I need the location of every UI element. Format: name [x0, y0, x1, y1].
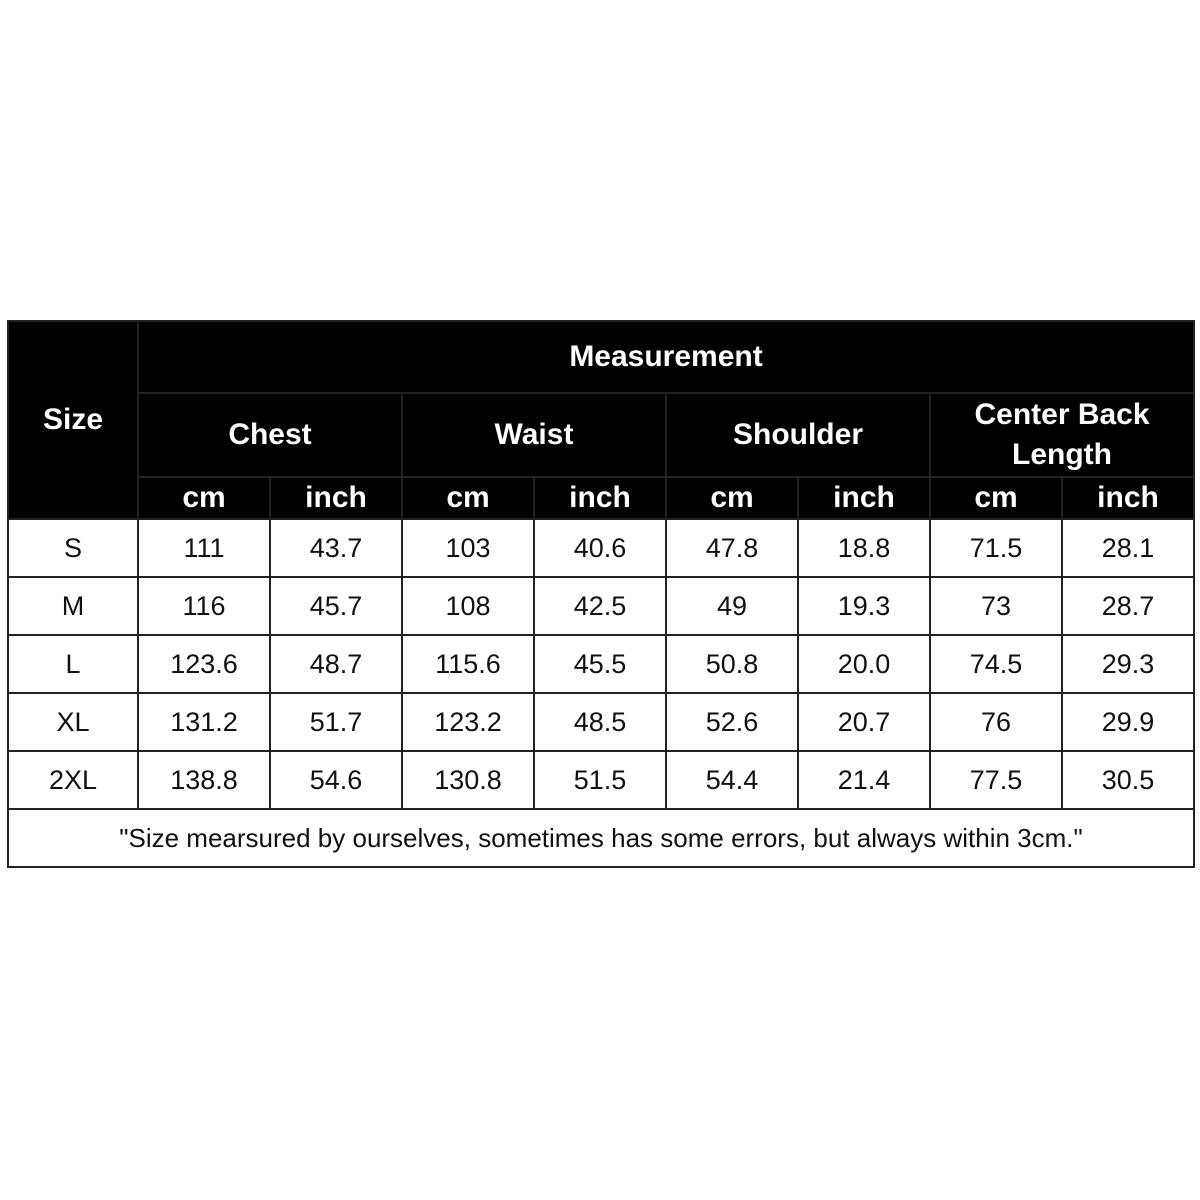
unit-header: inch — [1062, 477, 1194, 519]
value-cell: 29.9 — [1062, 693, 1194, 751]
value-cell: 40.6 — [534, 519, 666, 577]
chest-header: Chest — [138, 393, 402, 477]
value-cell: 54.6 — [270, 751, 402, 809]
value-cell: 130.8 — [402, 751, 534, 809]
size-cell: L — [8, 635, 138, 693]
value-cell: 45.5 — [534, 635, 666, 693]
value-cell: 21.4 — [798, 751, 930, 809]
value-cell: 28.1 — [1062, 519, 1194, 577]
value-cell: 54.4 — [666, 751, 798, 809]
table-row — [8, 693, 1194, 751]
size-note: "Size mearsured by ourselves, sometimes has some errors, but always within 3cm." — [8, 809, 1194, 867]
measurement-header: Measurement — [138, 321, 1194, 393]
value-cell: 18.8 — [798, 519, 930, 577]
value-cell: 51.5 — [534, 751, 666, 809]
size-cell: 2XL — [8, 751, 138, 809]
value-cell: 71.5 — [930, 519, 1062, 577]
table-row — [8, 635, 1194, 693]
value-cell: 108 — [402, 577, 534, 635]
shoulder-header: Shoulder — [666, 393, 930, 477]
size-cell: XL — [8, 693, 138, 751]
value-cell: 30.5 — [1062, 751, 1194, 809]
size-chart-table — [7, 320, 1195, 868]
unit-header: cm — [930, 477, 1062, 519]
value-cell: 20.7 — [798, 693, 930, 751]
value-cell: 76 — [930, 693, 1062, 751]
value-cell: 116 — [138, 577, 270, 635]
value-cell: 28.7 — [1062, 577, 1194, 635]
value-cell: 50.8 — [666, 635, 798, 693]
value-cell: 52.6 — [666, 693, 798, 751]
value-cell: 19.3 — [798, 577, 930, 635]
value-cell: 103 — [402, 519, 534, 577]
value-cell: 42.5 — [534, 577, 666, 635]
value-cell: 111 — [138, 519, 270, 577]
center-back-length-header: Center Back Length — [930, 393, 1194, 477]
unit-header: cm — [138, 477, 270, 519]
value-cell: 20.0 — [798, 635, 930, 693]
unit-header: inch — [798, 477, 930, 519]
value-cell: 48.7 — [270, 635, 402, 693]
value-cell: 115.6 — [402, 635, 534, 693]
value-cell: 131.2 — [138, 693, 270, 751]
value-cell: 123.2 — [402, 693, 534, 751]
value-cell: 51.7 — [270, 693, 402, 751]
value-cell: 43.7 — [270, 519, 402, 577]
value-cell: 48.5 — [534, 693, 666, 751]
note-row — [8, 809, 1194, 867]
size-cell: S — [8, 519, 138, 577]
value-cell: 138.8 — [138, 751, 270, 809]
unit-header: cm — [666, 477, 798, 519]
value-cell: 45.7 — [270, 577, 402, 635]
table-row — [8, 577, 1194, 635]
value-cell: 47.8 — [666, 519, 798, 577]
value-cell: 74.5 — [930, 635, 1062, 693]
value-cell: 73 — [930, 577, 1062, 635]
size-cell: M — [8, 577, 138, 635]
size-column-header: Size — [8, 321, 138, 519]
unit-header: cm — [402, 477, 534, 519]
value-cell: 77.5 — [930, 751, 1062, 809]
value-cell: 123.6 — [138, 635, 270, 693]
table-row — [8, 751, 1194, 809]
unit-header: inch — [534, 477, 666, 519]
value-cell: 49 — [666, 577, 798, 635]
unit-header: inch — [270, 477, 402, 519]
waist-header: Waist — [402, 393, 666, 477]
table-row — [8, 519, 1194, 577]
value-cell: 29.3 — [1062, 635, 1194, 693]
